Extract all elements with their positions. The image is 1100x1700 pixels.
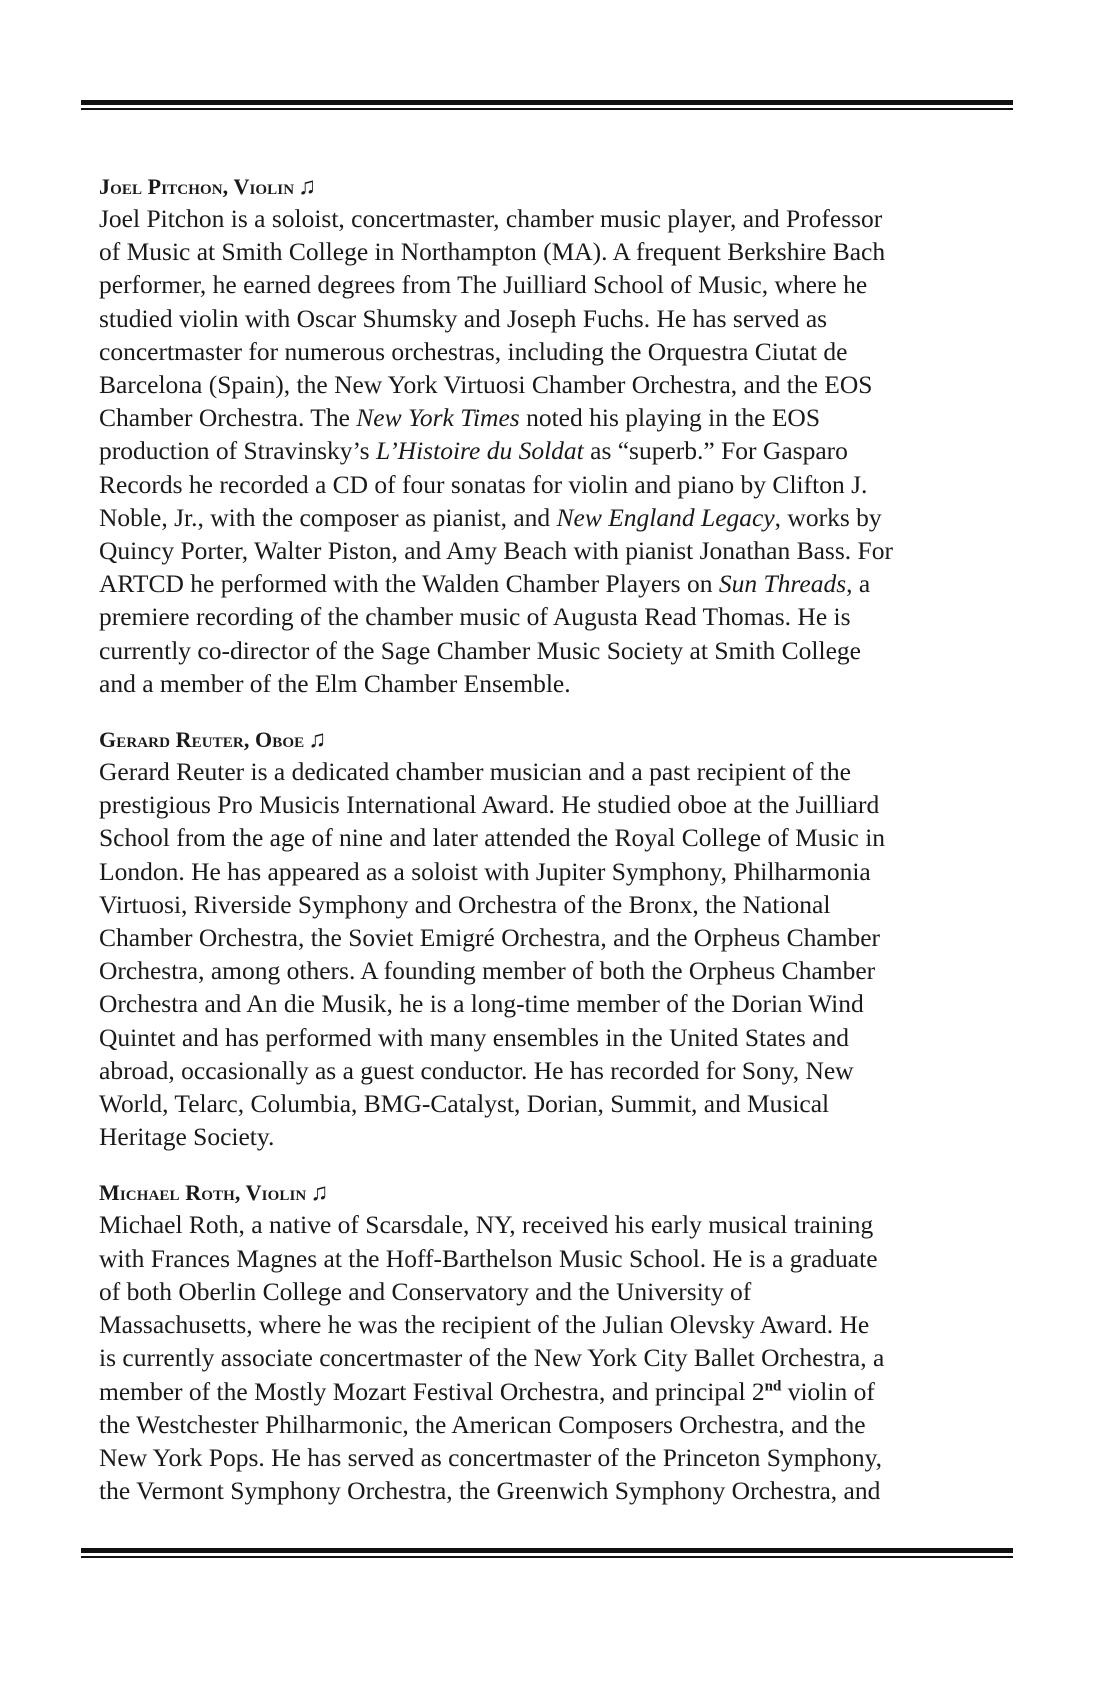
italic-title: L’Histoire du Soldat <box>375 436 584 466</box>
bio-text-line: abroad, occasionally as a guest conductor. He has recorded for Sony, New <box>99 1055 854 1085</box>
bio-text-line: Barcelona (Spain), the New York Virtuosi Chamber Orchestra, and the EOS <box>99 370 873 400</box>
italic-title: New York Times <box>356 403 520 433</box>
italic-title: Sun Threads <box>718 569 847 599</box>
bio-text-line: Orchestra and An die Musik, he is a long-time member of the Dorian Wind <box>99 989 864 1019</box>
bio-text-line: Quincy Porter, Walter Piston, and Amy Beach with pianist Jonathan Bass. For <box>99 536 893 566</box>
bio-text-line: performer, he earned degrees from The Juilliard School of Music, where he <box>99 270 868 300</box>
bio-text-line: currently co-director of the Sage Chamber Music Society at Smith College <box>99 635 861 665</box>
bio-text-line: School from the age of nine and later attended the Royal College of Music in <box>99 823 886 853</box>
text-segment: noted his playing in the EOS <box>519 403 821 433</box>
text-segment: Chamber Orchestra. The <box>99 403 357 433</box>
bio-text-line: London. He has appeared as a soloist with Jupiter Symphony, Philharmonia <box>99 856 871 886</box>
bio-body <box>99 1208 1009 1507</box>
bio-text-line: and a member of the Elm Chamber Ensemble. <box>99 668 571 698</box>
text-segment: , a <box>846 569 871 599</box>
bio-name: Joel Pitchon, Violin <box>99 174 295 199</box>
bio-text-line: Virtuosi, Riverside Symphony and Orchestra of the Bronx, the National <box>99 889 831 919</box>
bio-text-line: the Westchester Philharmonic, the American Composers Orchestra, and the <box>99 1409 866 1439</box>
bio-text-line: Gerard Reuter is a dedicated chamber musician and a past recipient of the <box>99 757 851 787</box>
bio-text-line: prestigious Pro Musicis International Award. He studied oboe at the Juilliard <box>99 790 880 820</box>
bio-joel-pitchon <box>99 172 1009 700</box>
bio-text-line: of Music at Smith College in Northampton (MA). A frequent Berkshire Bach <box>99 237 886 267</box>
text-segment: ARTCD he performed with the Walden Chamber Players on <box>99 569 719 599</box>
bio-text-line: is currently associate concertmaster of the New York City Ballet Orchestra, a <box>99 1343 885 1373</box>
bio-text-line: World, Telarc, Columbia, BMG-Catalyst, Dorian, Summit, and Musical <box>99 1089 830 1119</box>
bio-gerard-reuter <box>99 725 1009 1153</box>
bio-text-line: with Frances Magnes at the Hoff-Barthelson Music School. He is a graduate <box>99 1243 878 1273</box>
bio-text-line: Quintet and has performed with many ensembles in the United States and <box>99 1022 849 1052</box>
text-segment: , works by <box>774 502 882 532</box>
bio-text-line <box>99 501 1009 534</box>
top-double-rule <box>81 100 1013 110</box>
bio-name: Michael Roth, Violin <box>99 1180 307 1206</box>
bio-heading <box>99 1178 1009 1208</box>
bio-text-line <box>99 1375 1009 1408</box>
bio-text-line: Michael Roth, a native of Scarsdale, NY, received his early musical training <box>99 1210 874 1240</box>
bio-heading <box>99 172 1009 202</box>
bio-text-line: Heritage Society. <box>99 1122 275 1152</box>
bio-text-line: studied violin with Oscar Shumsky and Joseph Fuchs. He has served as <box>99 303 828 333</box>
italic-title: New England Legacy <box>556 502 775 532</box>
bio-text-line: Orchestra, among others. A founding member of both the Orpheus Chamber <box>99 956 876 986</box>
music-note-icon: ♫ <box>310 1180 329 1207</box>
text-segment: violin of <box>781 1376 875 1406</box>
bio-text-line: Massachusetts, where he was the recipient of the Julian Olevsky Award. He <box>99 1310 870 1340</box>
bio-body <box>99 755 1009 1153</box>
bio-text-line: concertmaster for numerous orchestras, including the Orquestra Ciutat de <box>99 336 848 366</box>
bio-text-line: Chamber Orchestra, the Soviet Emigré Orchestra, and the Orpheus Chamber <box>99 923 881 953</box>
bio-text-line <box>99 434 1009 467</box>
text-segment: production of Stravinsky’s <box>99 436 376 466</box>
bottom-double-rule <box>81 1548 1013 1558</box>
text-segment: member of the Mostly Mozart Festival Orchestra, and principal 2 <box>99 1376 765 1406</box>
ordinal-superscript: nd <box>764 1378 782 1394</box>
bio-text-line: Joel Pitchon is a soloist, concertmaster, chamber music player, and Professor <box>99 204 883 233</box>
bio-text-line <box>99 567 1009 600</box>
bio-name: Gerard Reuter, Oboe <box>99 727 305 753</box>
bio-body <box>99 202 1009 700</box>
bio-content <box>99 172 1009 1532</box>
bio-heading <box>99 725 1009 755</box>
bio-text-line: of both Oberlin College and Conservatory and the University of <box>99 1276 752 1306</box>
text-segment: as “superb.” For Gasparo <box>583 436 848 466</box>
music-note-icon: ♫ <box>308 727 327 754</box>
text-segment: Noble, Jr., with the composer as pianist, and <box>99 502 557 532</box>
bio-text-line <box>99 401 1009 434</box>
bio-text-line: premiere recording of the chamber music of Augusta Read Thomas. He is <box>99 602 851 632</box>
music-note-icon: ♫ <box>298 174 317 200</box>
bio-text-line: New York Pops. He has served as concertmaster of the Princeton Symphony, <box>99 1442 883 1472</box>
bio-text-line: the Vermont Symphony Orchestra, the Greenwich Symphony Orchestra, and <box>99 1476 881 1506</box>
bio-text-line: Records he recorded a CD of four sonatas for violin and piano by Clifton J. <box>99 469 868 499</box>
bio-michael-roth <box>99 1178 1009 1507</box>
